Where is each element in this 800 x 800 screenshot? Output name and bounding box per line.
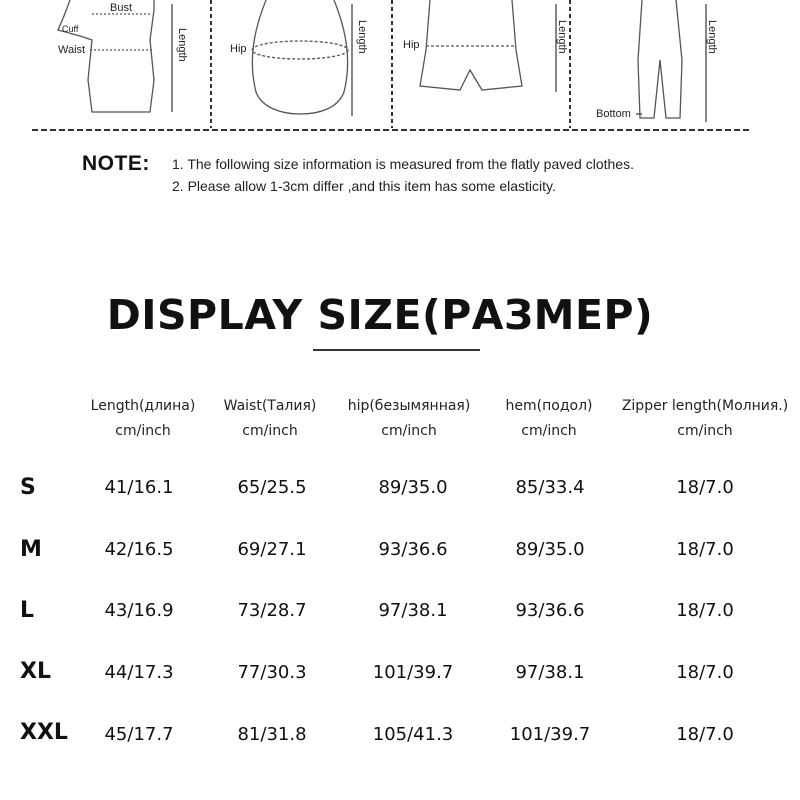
table-cell: 69/27.1 <box>237 539 307 560</box>
column-header-unit: cm/inch <box>521 423 577 439</box>
table-cell: 18/7.0 <box>676 724 734 745</box>
table-cell: 89/35.0 <box>378 477 448 498</box>
table-cell: 93/36.6 <box>378 539 448 560</box>
table-cell: 65/25.5 <box>237 477 307 498</box>
size-label-s: S <box>20 475 36 500</box>
table-cell: 105/41.3 <box>372 724 454 745</box>
diagram-label-cuff: Cuff <box>62 24 79 34</box>
table-cell: 85/33.4 <box>515 477 585 498</box>
table-cell: 18/7.0 <box>676 600 734 621</box>
column-header-hem <box>506 394 593 444</box>
column-header-length <box>91 394 196 444</box>
table-cell: 45/17.7 <box>104 724 174 745</box>
table-cell: 18/7.0 <box>676 662 734 683</box>
diagram-label-waist: Waist <box>58 44 86 56</box>
size-label-l: L <box>20 598 35 623</box>
column-header-unit: cm/inch <box>677 423 733 439</box>
table-cell: 81/31.8 <box>237 724 307 745</box>
table-cell: 18/7.0 <box>676 477 734 498</box>
column-header-label: hip(безымянная) <box>347 398 471 414</box>
note-line-2: 2. Please allow 1-3cm differ ,and this item has some elasticity. <box>172 178 556 194</box>
diagram-label-length-shorts: Length <box>556 20 568 54</box>
column-header-waist <box>224 394 317 444</box>
size-label-xxl: XXL <box>20 720 68 745</box>
table-cell: 97/38.1 <box>378 600 448 621</box>
column-header-unit: cm/inch <box>242 423 298 439</box>
column-header-label: hem(подол) <box>505 398 593 414</box>
diagram-label-bust: Bust <box>110 2 133 14</box>
table-cell: 42/16.5 <box>104 539 174 560</box>
diagram-label-hip-shorts: Hip <box>403 39 420 51</box>
table-cell: 43/16.9 <box>104 600 174 621</box>
column-header-label: Zipper length(Молния.) <box>621 398 789 414</box>
table-cell: 89/35.0 <box>515 539 585 560</box>
skirt-hip-ellipse <box>252 41 348 59</box>
column-header-label: Length(длина) <box>90 398 196 414</box>
column-header-hip <box>348 394 471 444</box>
table-cell: 97/38.1 <box>515 662 585 683</box>
table-cell: 44/17.3 <box>104 662 174 683</box>
diagram-label-length-skirt: Length <box>356 20 368 54</box>
size-label-m: M <box>20 537 42 562</box>
diagram-label-length-dress: Length <box>176 28 188 62</box>
table-cell: 73/28.7 <box>237 600 307 621</box>
page-title: DISPLAY SIZE(РАЗМЕР) <box>106 291 654 339</box>
table-cell: 41/16.1 <box>104 477 174 498</box>
table-cell: 93/36.6 <box>515 600 585 621</box>
table-cell: 77/30.3 <box>237 662 307 683</box>
note-title: NOTE: <box>82 152 150 175</box>
pants-outline <box>638 0 682 118</box>
table-cell: 18/7.0 <box>676 539 734 560</box>
table-cell: 101/39.7 <box>509 724 591 745</box>
column-header-unit: cm/inch <box>381 423 437 439</box>
table-cell: 101/39.7 <box>372 662 454 683</box>
shorts-outline <box>420 0 522 90</box>
note-line-1: 1. The following size information is measured from the flatly paved clothes. <box>172 156 634 172</box>
size-label-xl: XL <box>20 659 51 684</box>
column-header-zipper-length <box>622 394 788 444</box>
diagram-label-hip-skirt: Hip <box>230 43 247 55</box>
garment-diagram <box>0 0 800 140</box>
dress-outline <box>58 0 154 112</box>
diagram-label-bottom: Bottom <box>596 108 631 120</box>
column-header-label: Waist(Талия) <box>223 398 317 414</box>
title-underline <box>313 349 480 351</box>
diagram-label-length-pants: Length <box>706 20 718 54</box>
column-header-unit: cm/inch <box>115 423 171 439</box>
